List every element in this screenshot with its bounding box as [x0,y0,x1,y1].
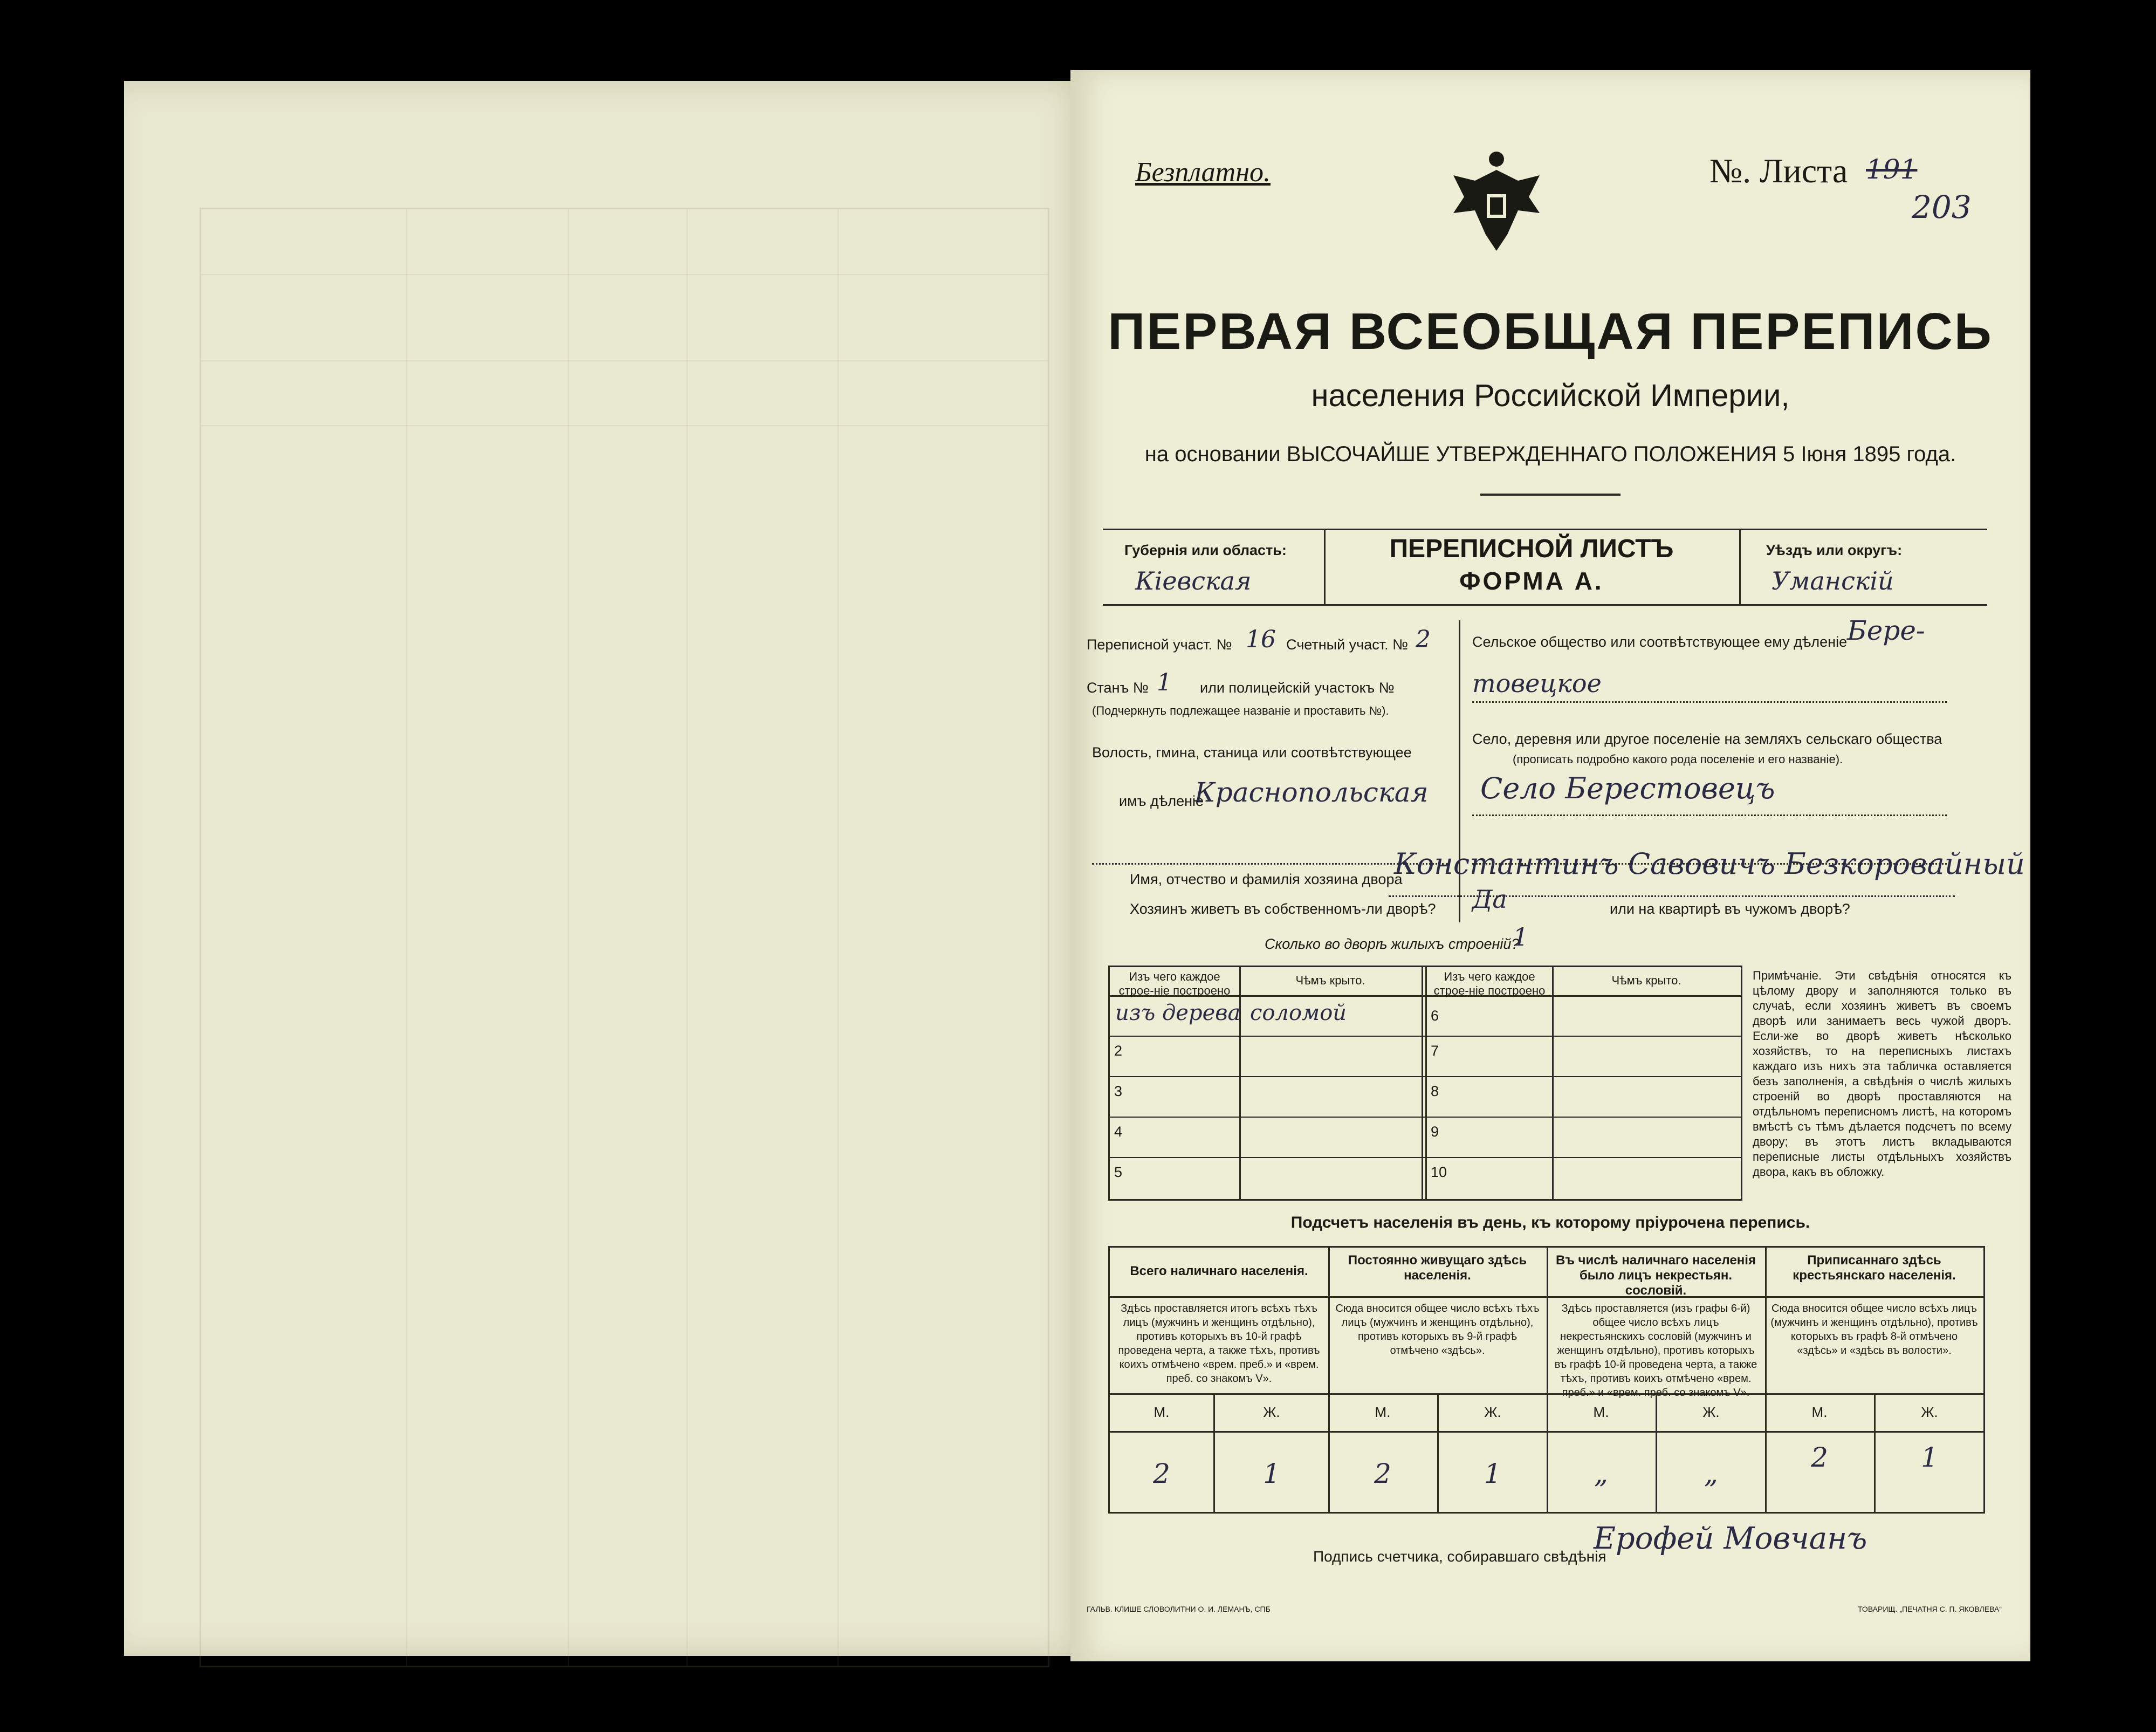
underline-note: (Подчеркнуть подлежащее названіе и проставить №). [1092,704,1389,717]
signature-label: Подпись счетчика, собиравшаго свѣдѣнія [1313,1548,1606,1565]
buildings-value: 1 [1513,922,1529,951]
buildings-col-material: Изъ чего каждое строе-ніе построено [1118,970,1231,997]
stan-value: 1 [1157,669,1172,696]
obshch-value-1: Бере- [1847,615,1925,646]
legal-basis: на основании ВЫСОЧАЙШЕ УТВЕРЖДЕННАГО ПОЛОЖЕНИЯ 5 Iюня 1895 года. [1144,442,1956,466]
count-total-m: 2 [1153,1458,1170,1489]
bleed-through-grid [200,208,1049,1667]
schetny-label: Счетный участ. № [1286,636,1409,653]
perep-uchast-value: 16 [1246,626,1276,653]
count-col-2-desc: Сюда вносится общее число всѣхъ тѣхъ лицъ (мужчинъ и женщинъ отдѣльно), противъ которыхъ въ 9-й графѣ отмѣчено «здѣсь». [1335,1303,1540,1357]
buildings-table [1108,966,1742,1201]
selo-value: Село Берестовецъ [1480,771,1775,805]
gubernia-value: Кіевская [1135,566,1252,595]
building-row-num: 9 [1431,1124,1439,1140]
owner-value: Константинъ Савовичъ Безкоровайный [1394,847,2025,881]
volost-label-2: имъ дѣленіе [1119,793,1204,809]
buildings-col-material-2: Изъ чего каждое строе-ніе построено [1433,970,1546,997]
building-row-num: 6 [1431,1008,1439,1024]
count-col-1-head: Всего наличнаго населенія. [1130,1264,1308,1278]
count-title: Подсчетъ населенія въ день, къ которому пріурочена перепись. [1290,1214,1810,1231]
double-headed-eagle-emblem [1443,143,1550,262]
lives-value: Да [1472,885,1507,914]
building-row-num: 10 [1431,1164,1447,1180]
left-page [124,81,1089,1656]
obshch-label: Сельское общество или соотвѣтствующее ему дѣленіе [1472,634,1848,650]
building-row-num: 8 [1431,1083,1439,1099]
enumerator-signature: Ерофей Мовчанъ [1594,1521,1867,1556]
form-subtitle: населения Российской Империи, [1311,378,1790,413]
form-type-title: ПЕРЕПИСНОЙ ЛИСТЪ [1389,535,1674,563]
volost-value: Краснопольская [1194,777,1429,808]
sheet-number-label: №. Листа [1709,152,1848,190]
building-row-1-roof: соломой [1250,1001,1347,1025]
sheet-number-corrected: 203 [1912,189,1972,225]
footer-left: ГАЛЬВ. КЛИШЕ СЛОВОЛИТНИ О. И. ЛЕМАНЪ, СПБ [1087,1605,1271,1613]
m-label: М. [1375,1404,1391,1420]
form-type-sub: ФОРМА А. [1459,567,1604,595]
police-label: или полицейскій участокъ № [1200,680,1395,696]
zh-label: Ж. [1484,1404,1501,1420]
form-title: ПЕРВАЯ ВСЕОБЩАЯ ПЕРЕПИСЬ [1108,303,1993,360]
perep-uchast-label: Переписной участ. № [1087,636,1232,653]
building-row-num: 5 [1114,1164,1123,1180]
obshch-value-2: товецкое [1472,669,1602,698]
owner-label: Имя, отчество и фамилія хозяина двора [1130,871,1403,887]
count-nonpeasant-m: „ [1594,1458,1608,1489]
count-total-zh: 1 [1263,1458,1280,1489]
m-label: М. [1153,1404,1170,1420]
count-col-3-desc: Здѣсь проставляется (изъ графы 6-й) общее число всѣхъ лицъ некрестьянскихъ сословій (мужчинъ и женщинъ отдѣльно), противъ которыхъ въ графѣ 10-й проведена черта, а также тѣхъ, противъ коихъ отмѣчено «врем. преб.» и «врем. преб. со знакомъ V». [1554,1303,1757,1399]
schetny-value: 2 [1416,626,1431,653]
count-col-3-head: Въ числѣ наличнаго населенія было лицъ некрестьян. сословій. [1556,1253,1756,1298]
stan-label: Станъ № [1087,680,1149,696]
building-row-num: 7 [1431,1043,1439,1059]
footer-right: ТОВАРИЩ. „ПЕЧАТНЯ С. П. ЯКОВЛЕВА“ [1858,1605,2002,1613]
buildings-col-roof-2: Чѣмъ крыто. [1611,974,1681,987]
selo-label: Село, деревня или другое поселеніе на земляхъ сельскаго общества [1472,731,1942,747]
buildings-col-roof: Чѣмъ крыто. [1295,974,1365,987]
sheet-number-handwritten: 191 [1866,154,1918,185]
population-count-table [1108,1246,1985,1514]
count-col-4-head: Приписаннаго здѣсь крестьянскаго населенія. [1793,1253,1956,1283]
m-label: М. [1811,1404,1828,1420]
lives-label: Хозяинъ живетъ въ собственномъ-ли дворѣ? [1130,901,1436,917]
lives-alt: или на квартирѣ въ чужомъ дворѣ? [1610,901,1850,917]
gubernia-label: Губернія или область: [1124,542,1287,558]
m-label: М. [1593,1404,1609,1420]
building-row-num: 4 [1114,1124,1123,1140]
free-label: Безплатно. [1135,157,1271,188]
count-registered-zh: 1 [1921,1442,1938,1473]
count-registered-m: 2 [1811,1442,1828,1473]
volost-label: Волость, гмина, станица или соотвѣтствующее [1092,744,1412,761]
ornament-divider [1480,494,1621,496]
census-form-page [1070,70,2030,1661]
building-row-num: 3 [1114,1083,1123,1099]
count-col-2-head: Постоянно живущаго здѣсь населенія. [1348,1253,1527,1283]
selo-note: (прописать подробно какого рода поселеніе и его названіе). [1513,752,1843,766]
building-row-1-material: изъ дерева [1115,1001,1241,1025]
buildings-note: Примѣчаніе. Эти свѣдѣнія относятся къ цѣлому двору и заполняются только въ случаѣ, если хозяинъ живетъ въ своемъ дворѣ или занимаетъ весь чужой дворъ. Если-же во дворѣ живетъ нѣсколько хозяйствъ, то на переписныхъ листахъ каждаго изъ нихъ эта табличка оставляется безъ заполненія, а свѣдѣнія о числѣ жилыхъ строеній во дворѣ проставляются на отдѣльномъ переписномъ листѣ, на которомъ вмѣстѣ съ тѣмъ дѣлается подсчетъ по всему двору; въ этотъ листъ вкладываются переписные листы отдѣльныхъ хозяйствъ двора, какъ въ обложку. [1753,969,2011,1179]
count-permanent-m: 2 [1374,1458,1391,1489]
zh-label: Ж. [1702,1404,1720,1420]
count-col-1-desc: Здѣсь проставляется итогъ всѣхъ тѣхъ лицъ (мужчинъ и женщинъ отдѣльно), противъ которыхъ въ 10-й графѣ проведена черта, а также тѣхъ, противъ коихъ отмѣчено «врем. преб.» и «врем. преб. со знакомъ V». [1118,1303,1320,1385]
count-nonpeasant-zh: „ [1704,1458,1718,1489]
uezd-label: Уѣздъ или округъ: [1766,542,1903,558]
count-permanent-zh: 1 [1484,1458,1501,1489]
buildings-label: Сколько во дворѣ жилыхъ строеній? [1265,936,1520,952]
count-col-4-desc: Сюда вносится общее число всѣхъ лицъ (мужчинъ и женщинъ отдѣльно), противъ которыхъ въ графѣ 8-й отмѣчено «здѣсь» и «здѣсь въ волости». [1770,1303,1978,1357]
building-row-num: 2 [1114,1043,1123,1059]
zh-label: Ж. [1921,1404,1938,1420]
zh-label: Ж. [1263,1404,1280,1420]
uezd-value: Уманскій [1772,566,1894,595]
